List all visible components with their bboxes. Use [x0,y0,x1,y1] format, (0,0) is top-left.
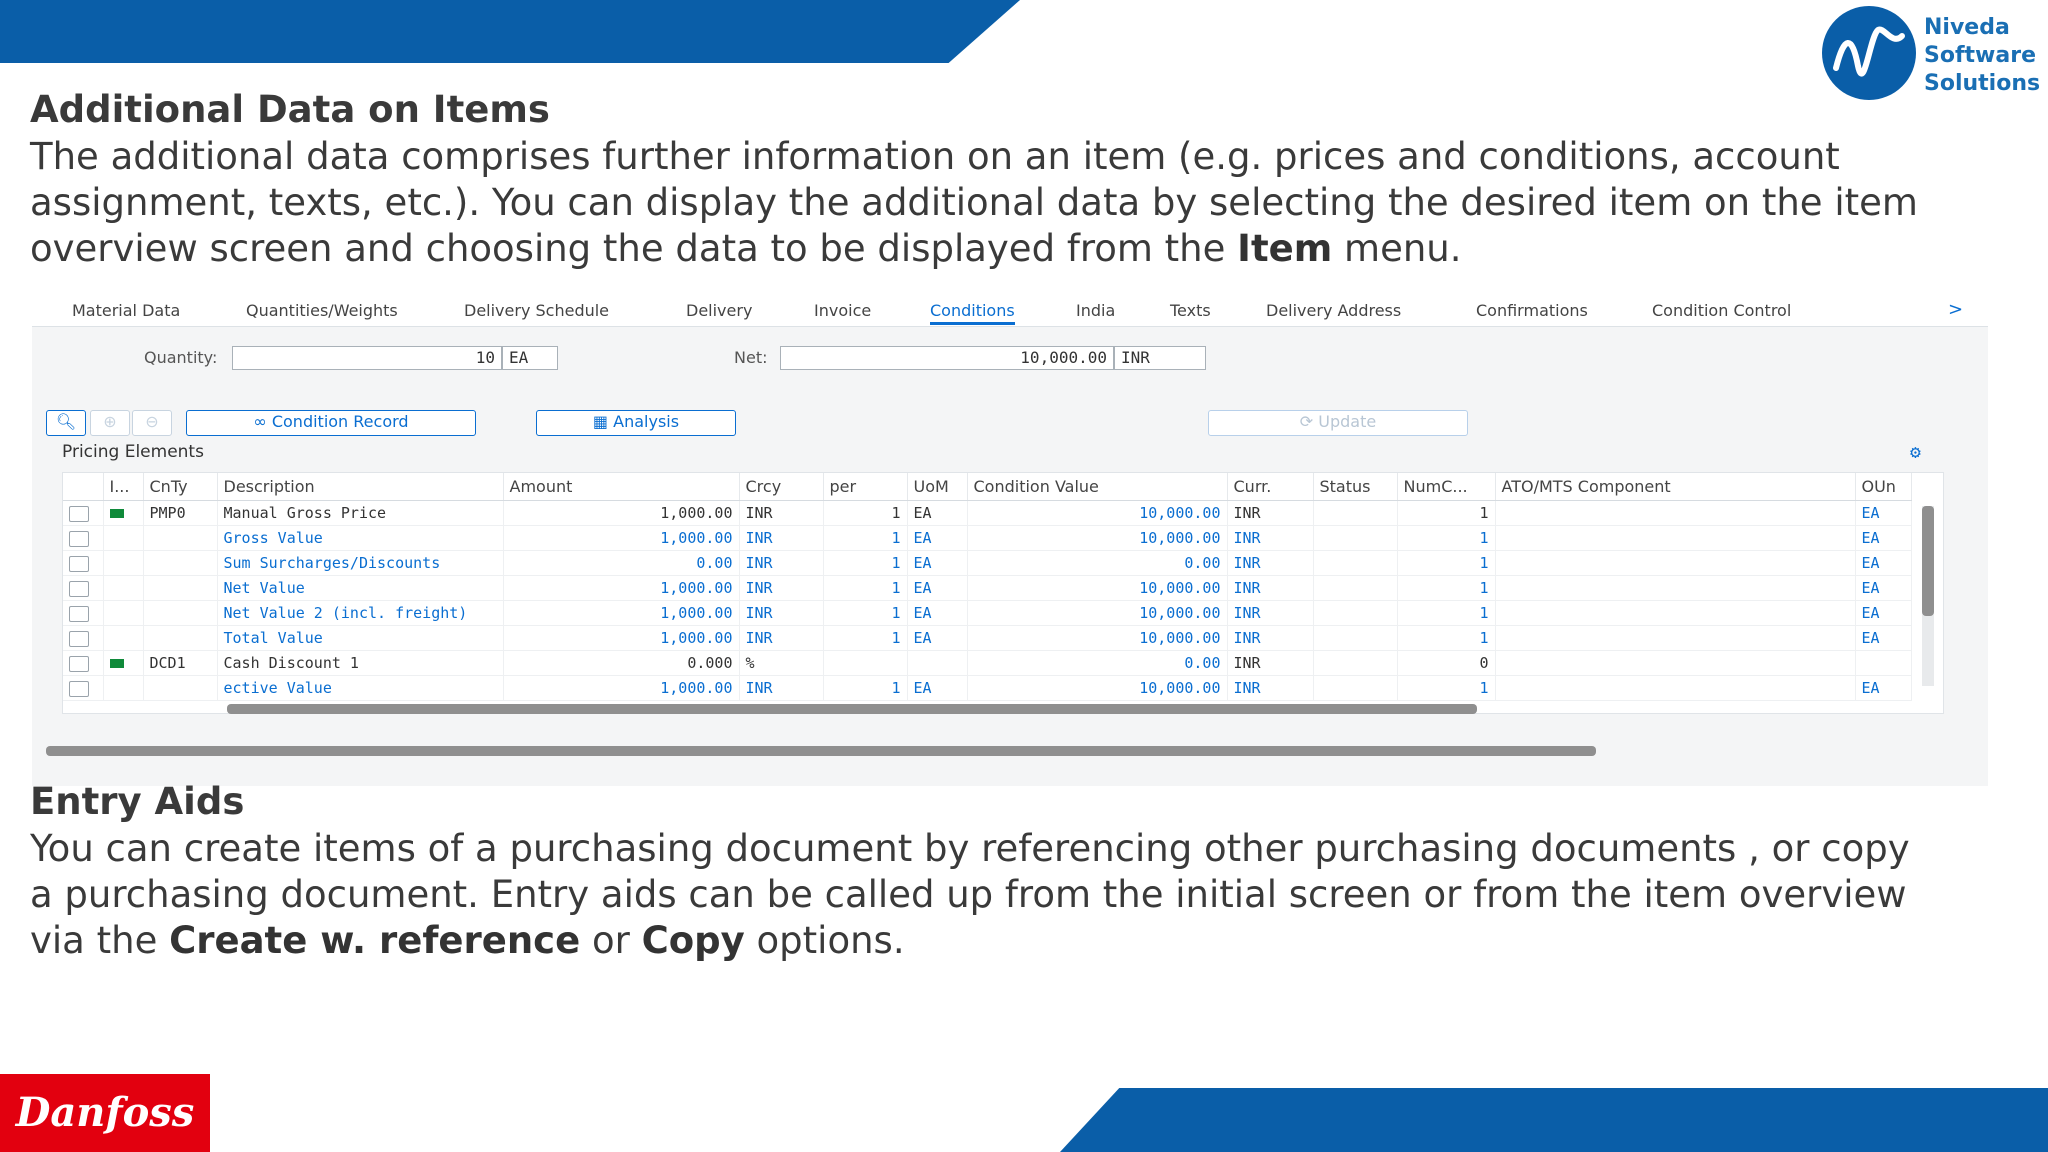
cell-select[interactable] [63,601,103,626]
cell-description: Gross Value [217,526,503,551]
cell-crcy: INR [739,676,823,701]
tab-india[interactable]: India [1076,301,1116,320]
tab-material-data[interactable]: Material Data [72,301,181,320]
niveda-logo [1822,6,2042,102]
tab-delivery-address[interactable]: Delivery Address [1266,301,1402,320]
cell-indicator [103,651,143,676]
cell-indicator [103,576,143,601]
cell-condition-value: 10,000.00 [967,626,1227,651]
section2-text3: options. [744,919,905,962]
cell-curr: INR [1227,626,1313,651]
cell-cnty [143,676,217,701]
cell-cnty: PMP0 [143,501,217,526]
tab-delivery[interactable]: Delivery [686,301,753,320]
cell-oun: EA [1855,551,1911,576]
tab-conditions[interactable]: Conditions [930,301,1015,325]
section2-text1: You can create items of a purchasing document by referencing other purchasing documents , or copy a purchasing document. Entry aids can be called up from the initial screen or from the item overview via the [30,827,1910,962]
tab-more-icon[interactable]: > [1948,299,1964,320]
cell-amount: 1,000.00 [503,576,739,601]
cell-oun: EA [1855,526,1911,551]
cell-curr: INR [1227,501,1313,526]
cell-indicator [103,676,143,701]
section1-paragraph [30,134,1930,272]
cell-ato-mts [1495,551,1855,576]
cell-numc: 1 [1397,501,1495,526]
cell-amount: 1,000.00 [503,526,739,551]
net-label: Net: [734,348,768,367]
cell-ato-mts [1495,626,1855,651]
cell-condition-value: 10,000.00 [967,501,1227,526]
section2-text2: or [580,919,642,962]
cell-description: Total Value [217,626,503,651]
cell-oun: EA [1855,576,1911,601]
cell-per: 1 [823,601,907,626]
cell-amount: 0.00 [503,551,739,576]
col-cnty[interactable]: CnTy [143,473,217,501]
col-select [63,473,103,501]
cell-crcy: INR [739,526,823,551]
cell-numc: 1 [1397,626,1495,651]
cell-indicator [103,501,143,526]
top-blue-band [0,0,1020,63]
plus-circle-icon: ⊕ [103,412,117,431]
cell-numc: 1 [1397,551,1495,576]
cell-select[interactable] [63,551,103,576]
cell-ato-mts [1495,601,1855,626]
cell-cnty [143,576,217,601]
analysis-icon: ▦ [592,412,609,431]
tab-delivery-schedule[interactable]: Delivery Schedule [464,301,610,320]
cell-cnty [143,526,217,551]
cell-ato-mts [1495,501,1855,526]
cell-uom: EA [907,501,967,526]
cell-ato-mts [1495,651,1855,676]
table-horizontal-scrollbar[interactable] [227,704,1477,714]
net-value-field[interactable]: 10,000.00 [780,346,1114,370]
cell-curr: INR [1227,601,1313,626]
tab-texts[interactable]: Texts [1170,301,1211,320]
cell-indicator [103,626,143,651]
cell-indicator [103,601,143,626]
update-label: Update [1318,412,1377,431]
table-settings-gear-icon[interactable]: ⚙ [1910,442,1921,463]
cell-numc: 0 [1397,651,1495,676]
col-curr[interactable]: Curr. [1227,473,1313,501]
sap-conditions-screen [32,296,1988,786]
table-row[interactable] [63,676,1911,701]
cell-curr: INR [1227,526,1313,551]
bottom-blue-band [1060,1088,2048,1152]
cell-per: 1 [823,526,907,551]
screen-horizontal-scrollbar[interactable] [46,746,1596,756]
table-row[interactable] [63,501,1911,526]
cell-status [1313,651,1397,676]
cell-status [1313,501,1397,526]
cell-condition-value: 0.00 [967,551,1227,576]
cell-crcy: INR [739,501,823,526]
cell-amount: 1,000.00 [503,676,739,701]
table-row[interactable] [63,576,1911,601]
table-row[interactable] [63,526,1911,551]
cell-ato-mts [1495,676,1855,701]
cell-uom [907,651,967,676]
cell-crcy: INR [739,551,823,576]
cell-oun: EA [1855,626,1911,651]
col-description[interactable]: Description [217,473,503,501]
cell-condition-value: 0.00 [967,651,1227,676]
cell-curr: INR [1227,676,1313,701]
cell-select[interactable] [63,526,103,551]
cell-status [1313,626,1397,651]
cell-status [1313,551,1397,576]
cell-uom: EA [907,676,967,701]
niveda-logo-mark-icon [1822,6,1916,100]
row-select-checkbox[interactable] [69,581,89,597]
cell-oun: EA [1855,501,1911,526]
cell-cnty [143,601,217,626]
section1-title: Additional Data on Items [30,88,550,131]
col-amount[interactable]: Amount [503,473,739,501]
cell-description: Net Value 2 (incl. freight) [217,601,503,626]
col-crcy[interactable]: Crcy [739,473,823,501]
row-select-checkbox[interactable] [69,606,89,622]
analysis-button[interactable] [536,410,736,436]
cell-oun [1855,651,1911,676]
cell-description: Cash Discount 1 [217,651,503,676]
cell-condition-value: 10,000.00 [967,526,1227,551]
cell-ato-mts [1495,576,1855,601]
update-button[interactable] [1208,410,1468,436]
row-select-checkbox[interactable] [69,531,89,547]
section2-paragraph [30,826,1930,964]
cell-uom: EA [907,551,967,576]
cell-curr: INR [1227,551,1313,576]
col-condition-value[interactable]: Condition Value [967,473,1227,501]
cell-select[interactable] [63,676,103,701]
cell-amount: 1,000.00 [503,626,739,651]
refresh-icon: ⟳ [1299,412,1314,431]
cell-per: 1 [823,676,907,701]
cell-cnty [143,626,217,651]
table-row[interactable] [63,551,1911,576]
section2-title: Entry Aids [30,780,245,823]
vertical-scrollbar-thumb[interactable] [1922,506,1934,616]
section1-bold: Item [1237,227,1333,270]
cell-per: 1 [823,551,907,576]
row-select-checkbox[interactable] [69,656,89,672]
cell-amount: 0.000 [503,651,739,676]
cell-cnty [143,551,217,576]
tab-quantities-weights[interactable]: Quantities/Weights [246,301,398,320]
status-indicator-icon [110,509,124,518]
details-button[interactable] [46,410,86,436]
col-indicator[interactable]: I... [103,473,143,501]
row-select-checkbox[interactable] [69,631,89,647]
cell-per: 1 [823,626,907,651]
cell-condition-value: 10,000.00 [967,576,1227,601]
col-uom[interactable]: UoM [907,473,967,501]
cell-description: Sum Surcharges/Discounts [217,551,503,576]
section2-bold2: Copy [641,919,745,962]
quantity-label: Quantity: [144,348,218,367]
cell-numc: 1 [1397,676,1495,701]
cell-numc: 1 [1397,526,1495,551]
cell-description: Net Value [217,576,503,601]
cell-description: ective Value [217,676,503,701]
col-per[interactable]: per [823,473,907,501]
cell-select[interactable] [63,651,103,676]
cell-numc: 1 [1397,576,1495,601]
cell-select[interactable] [63,626,103,651]
row-select-checkbox[interactable] [69,506,89,522]
cell-uom: EA [907,601,967,626]
logo-line-3: Solutions [1924,71,2041,96]
cell-amount: 1,000.00 [503,601,739,626]
table-row[interactable] [63,651,1911,676]
minus-circle-icon: ⊖ [145,412,159,431]
table-row[interactable] [63,626,1911,651]
quantity-field[interactable]: 10 [232,346,502,370]
cell-crcy: INR [739,576,823,601]
analysis-label: Analysis [613,412,680,431]
tab-invoice[interactable]: Invoice [814,301,872,320]
danfoss-logo: Danfoss [0,1074,210,1152]
cell-description: Manual Gross Price [217,501,503,526]
cell-numc: 1 [1397,601,1495,626]
col-oun[interactable]: OUn [1855,473,1911,501]
cell-indicator [103,526,143,551]
cell-condition-value: 10,000.00 [967,676,1227,701]
cell-select[interactable] [63,576,103,601]
row-select-checkbox[interactable] [69,681,89,697]
cell-status [1313,676,1397,701]
section1-text2: menu. [1332,227,1462,270]
cell-curr: INR [1227,576,1313,601]
remove-condition-button[interactable] [132,410,172,436]
cell-ato-mts [1495,526,1855,551]
cell-crcy: % [739,651,823,676]
logo-text [1924,14,2040,98]
cell-curr: INR [1227,651,1313,676]
cell-condition-value: 10,000.00 [967,601,1227,626]
cell-crcy: INR [739,626,823,651]
net-currency-field[interactable]: INR [1114,346,1206,370]
table-row[interactable] [63,601,1911,626]
cell-crcy: INR [739,601,823,626]
tab-confirmations[interactable]: Confirmations [1476,301,1588,320]
cell-uom: EA [907,576,967,601]
cell-amount: 1,000.00 [503,501,739,526]
cell-status [1313,601,1397,626]
logo-line-2: Software [1924,43,2036,68]
cell-per: 1 [823,576,907,601]
cell-uom: EA [907,626,967,651]
cell-per [823,651,907,676]
cell-oun: EA [1855,601,1911,626]
cell-per: 1 [823,501,907,526]
cell-status [1313,576,1397,601]
cell-select[interactable] [63,501,103,526]
logo-line-1: Niveda [1924,15,2010,40]
section2-bold1: Create w. reference [169,919,581,962]
tab-bar [32,296,1988,327]
add-condition-button[interactable] [90,410,130,436]
pricing-elements-title: Pricing Elements [62,442,204,462]
row-select-checkbox[interactable] [69,556,89,572]
status-indicator-icon [110,659,124,668]
cell-oun: EA [1855,676,1911,701]
condition-record-button[interactable] [186,410,476,436]
col-ato-mts[interactable]: ATO/MTS Component [1495,473,1855,501]
quantity-unit-field[interactable]: EA [502,346,558,370]
col-numc[interactable]: NumC... [1397,473,1495,501]
magnifier-icon: 🔍︎ [55,412,77,431]
condition-record-label: Condition Record [271,412,409,431]
pricing-elements-table [62,472,1944,714]
cell-uom: EA [907,526,967,551]
glasses-icon: ∞ [253,412,267,431]
tab-condition-control[interactable]: Condition Control [1652,301,1792,320]
table-header-row [63,473,1911,501]
col-status[interactable]: Status [1313,473,1397,501]
cell-indicator [103,551,143,576]
cell-cnty: DCD1 [143,651,217,676]
section1-text1: The additional data comprises further information on an item (e.g. prices and conditions, account assignment, texts, etc.). You can display the additional data by selecting the desired item on the item overview screen and choosing the data to be displayed from the [30,135,1918,270]
cell-status [1313,526,1397,551]
